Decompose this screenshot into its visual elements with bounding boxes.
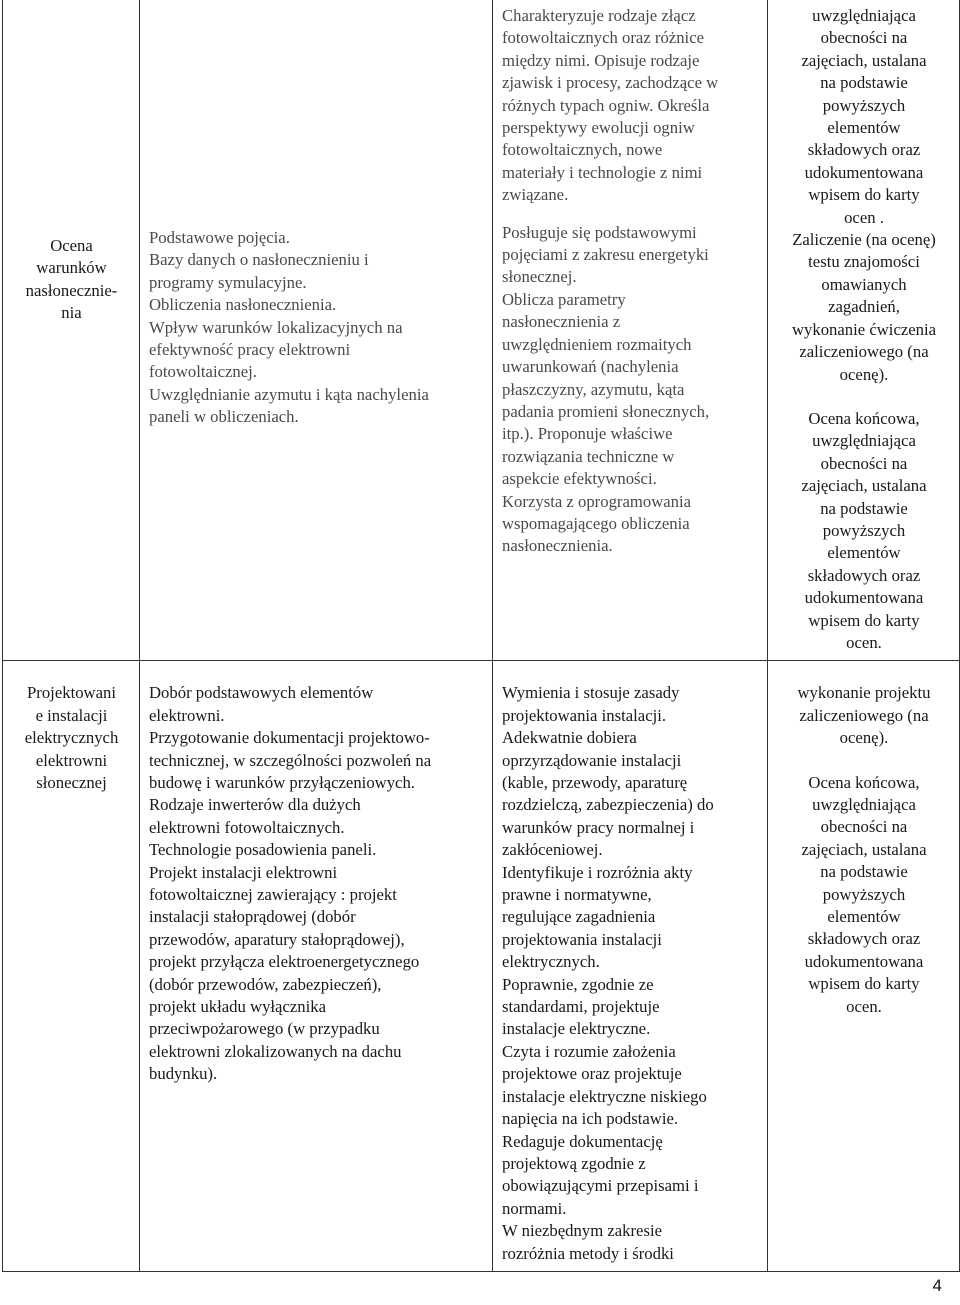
text-line: Adekwatnie dobiera bbox=[502, 728, 637, 748]
text-line: Bazy danych o nasłonecznieniu i bbox=[149, 250, 369, 270]
text-line: na podstawie bbox=[820, 73, 908, 93]
text-line: projekt układu wyłącznika bbox=[149, 997, 327, 1017]
text-line: zajęciach, ustalana bbox=[801, 50, 927, 70]
text-line: Wpływ warunków lokalizacyjnych na bbox=[149, 317, 403, 337]
text-line: udokumentowana bbox=[804, 588, 924, 608]
text-line: materiały i technologie z nimi bbox=[502, 162, 703, 182]
unit-name bbox=[12, 235, 131, 325]
outcomes-continued-text bbox=[502, 5, 759, 207]
text-line: składowych oraz bbox=[807, 140, 921, 160]
text-line: przewodów, aparatury stałoprądowej), bbox=[149, 929, 405, 949]
text-line: nasłonecznie- bbox=[25, 280, 118, 300]
text-line: projektowania instalacji bbox=[502, 929, 662, 949]
assessment-cell bbox=[768, 661, 960, 1272]
text-line: fotowoltaicznej. bbox=[149, 362, 257, 382]
text-line: elektrowni bbox=[35, 750, 108, 770]
text-line: nasłonecznienia z bbox=[502, 312, 621, 332]
text-line: W niezbędnym zakresie bbox=[502, 1221, 663, 1241]
text-line: Projekt instalacji elektrowni bbox=[149, 862, 338, 882]
text-line: zjawisk i procesy, zachodzące w bbox=[502, 73, 719, 93]
unit-name bbox=[12, 682, 131, 794]
text-line: na podstawie bbox=[820, 862, 908, 882]
text-line: zaliczeniowego (na bbox=[799, 342, 929, 362]
text-line: wspomagającego obliczenia bbox=[502, 513, 690, 533]
text-line: instalacji stałoprądowej (dobór bbox=[149, 907, 356, 927]
text-line: między nimi. Opisuje rodzaje bbox=[502, 50, 700, 70]
text-line: budowę i warunków przyłączeniowych. bbox=[149, 773, 415, 792]
text-line: składowych oraz bbox=[807, 929, 921, 949]
syllabus-table bbox=[2, 0, 960, 1272]
text-line: technicznej, w szczególności pozwoleń na bbox=[149, 750, 432, 770]
text-line: elektrowni zlokalizowanych na dachu bbox=[149, 1041, 402, 1061]
text-line: testu znajomości bbox=[808, 252, 920, 272]
text-line: różnych typach ogniw. Określa bbox=[502, 95, 710, 115]
content-text bbox=[149, 227, 484, 429]
text-line: ocen. bbox=[846, 996, 882, 1016]
text-line: na podstawie bbox=[820, 498, 908, 518]
table-row-design bbox=[3, 661, 960, 1272]
text-line: Uwzględnianie azymutu i kąta nachylenia bbox=[149, 384, 429, 404]
text-line: perspektywy ewolucji ogniw bbox=[502, 118, 695, 138]
assessment-cell bbox=[768, 0, 960, 661]
text-line: wpisem do karty bbox=[808, 610, 920, 630]
content-cell bbox=[140, 0, 493, 661]
outcomes-text bbox=[502, 682, 759, 1265]
text-line: obecności na bbox=[820, 28, 908, 48]
text-line: elektrowni. bbox=[149, 705, 225, 725]
text-line: wykonanie ćwiczenia bbox=[791, 319, 937, 339]
text-line: Ocena końcowa, bbox=[808, 772, 920, 792]
text-line: uwzględnieniem rozmaitych bbox=[502, 334, 692, 354]
text-line: udokumentowana bbox=[804, 951, 924, 971]
text-line: Czyta i rozumie założenia bbox=[502, 1041, 676, 1061]
text-line: Przygotowanie dokumentacji projektowo- bbox=[149, 728, 430, 748]
text-line: standardami, projektuje bbox=[502, 997, 660, 1017]
text-line: warunków pracy normalnej i bbox=[502, 817, 695, 837]
text-line: itp.). Proponuje właściwe bbox=[502, 424, 673, 444]
text-line: programy symulacyjne. bbox=[149, 272, 307, 292]
text-line: instalacje elektryczne. bbox=[502, 1019, 651, 1039]
text-line: słonecznej. bbox=[502, 267, 577, 287]
text-line: padania promieni słonecznych, bbox=[502, 401, 710, 421]
text-line: nia bbox=[61, 303, 82, 323]
text-line: elektrycznych. bbox=[502, 952, 600, 972]
text-line: obowiązującymi przepisami i bbox=[502, 1176, 699, 1196]
text-line: ocenę). bbox=[839, 728, 889, 748]
text-line: Podstawowe pojęcia. bbox=[149, 228, 290, 247]
text-line: projekt przyłącza elektroenergetycznego bbox=[149, 952, 420, 972]
text-line: rozdzielczą, zabezpieczenia) do bbox=[502, 795, 714, 815]
text-line: ocen. bbox=[846, 632, 882, 652]
text-line: zagadnień, bbox=[828, 297, 900, 317]
assessment-criteria bbox=[777, 229, 951, 386]
text-line: instalacje elektryczne niskiego bbox=[502, 1086, 707, 1106]
text-line: projektową zgodnie z bbox=[502, 1153, 646, 1173]
text-line: nasłonecznienia. bbox=[502, 536, 613, 556]
unit-name-cell bbox=[3, 0, 140, 661]
text-line: słonecznej bbox=[36, 773, 107, 792]
text-line: (kable, przewody, aparaturę bbox=[502, 773, 688, 792]
text-line: rozwiązania techniczne w bbox=[502, 446, 675, 466]
page-number: 4 bbox=[932, 1276, 942, 1295]
assessment-criteria bbox=[777, 682, 951, 749]
table-row-insolation bbox=[3, 0, 960, 661]
text-line: udokumentowana bbox=[804, 162, 924, 182]
text-line: zajęciach, ustalana bbox=[801, 476, 927, 496]
text-line: warunków bbox=[36, 258, 107, 278]
unit-name-cell bbox=[3, 661, 140, 1272]
text-line: fotowoltaicznych, nowe bbox=[502, 140, 663, 160]
content-cell bbox=[140, 661, 493, 1272]
text-line: projektowe oraz projektuje bbox=[502, 1064, 682, 1084]
text-line: normami. bbox=[502, 1198, 567, 1218]
text-line: omawianych bbox=[821, 274, 907, 294]
text-line: Obliczenia nasłonecznienia. bbox=[149, 295, 337, 315]
text-line: składowych oraz bbox=[807, 565, 921, 585]
text-line: pojęciami z zakresu energetyki bbox=[502, 245, 709, 265]
text-line: rozróżnia metody i środki bbox=[502, 1243, 674, 1263]
text-line: elektrycznych bbox=[24, 728, 119, 748]
text-line: fotowoltaicznych oraz różnice bbox=[502, 28, 705, 48]
text-line: zajęciach, ustalana bbox=[801, 839, 927, 859]
text-line: związane. bbox=[502, 185, 569, 205]
text-line: powyższych bbox=[822, 95, 906, 115]
text-line: e instalacji bbox=[35, 705, 108, 725]
text-line: ocen . bbox=[844, 207, 884, 227]
text-line: przeciwpożarowego (w przypadku bbox=[149, 1019, 380, 1039]
text-line: obecności na bbox=[820, 453, 908, 473]
text-line: zaliczeniowego (na bbox=[799, 705, 929, 725]
text-line: (dobór przewodów, zabezpieczeń), bbox=[149, 974, 382, 994]
text-line: Zaliczenie (na ocenę) bbox=[792, 230, 936, 250]
final-grade-text bbox=[777, 772, 951, 1018]
text-line: elementów bbox=[827, 907, 901, 927]
text-line: Dobór podstawowych elementów bbox=[149, 683, 374, 703]
text-line: obecności na bbox=[820, 817, 908, 837]
text-line: płaszczyzny, azymutu, kąta bbox=[502, 379, 685, 399]
text-line: Ocena bbox=[50, 236, 93, 255]
text-line: Posługuje się podstawowymi bbox=[502, 222, 697, 242]
text-line: Ocena końcowa, bbox=[808, 408, 920, 428]
learning-outcomes-cell bbox=[493, 661, 768, 1272]
text-line: budynku). bbox=[149, 1064, 218, 1084]
text-line: aspekcie efektywności. bbox=[502, 469, 657, 489]
text-line: Technologie posadowienia paneli. bbox=[149, 840, 377, 860]
text-line: zakłóceniowej. bbox=[502, 840, 603, 860]
text-line: Korzysta z oprogramowania bbox=[502, 491, 692, 511]
text-line: uwzględniająca bbox=[812, 431, 916, 451]
final-grade-text bbox=[777, 408, 951, 654]
text-line: wpisem do karty bbox=[808, 185, 920, 205]
text-line: wykonanie projektu bbox=[797, 683, 931, 703]
text-line: napięcia na ich podstawie. bbox=[502, 1109, 679, 1129]
text-line: Rodzaje inwerterów dla dużych bbox=[149, 795, 361, 815]
text-line: uwarunkowań (nachylenia bbox=[502, 357, 679, 377]
text-line: elementów bbox=[827, 543, 901, 563]
text-line: Redaguje dokumentację bbox=[502, 1131, 663, 1151]
text-line: elementów bbox=[827, 118, 901, 138]
text-line: paneli w obliczeniach. bbox=[149, 407, 299, 427]
text-line: regulujące zagadnienia bbox=[502, 907, 656, 927]
text-line: fotowoltaicznej zawierający : projekt bbox=[149, 885, 397, 905]
text-line: powyższych bbox=[822, 884, 906, 904]
text-line: ocenę). bbox=[839, 364, 889, 384]
assessment-continued-text bbox=[777, 5, 951, 229]
text-line: elektrowni fotowoltaicznych. bbox=[149, 817, 345, 837]
text-line: Projektowani bbox=[27, 683, 116, 703]
outcomes-text bbox=[502, 222, 759, 558]
text-line: uwzględniająca bbox=[812, 6, 916, 25]
text-line: Oblicza parametry bbox=[502, 289, 626, 309]
content-text bbox=[149, 682, 484, 1085]
text-line: Charakteryzuje rodzaje złącz bbox=[502, 6, 696, 25]
text-line: efektywność pracy elektrowni bbox=[149, 340, 351, 360]
learning-outcomes-cell bbox=[493, 0, 768, 661]
text-line: projektowania instalacji. bbox=[502, 705, 667, 725]
text-line: powyższych bbox=[822, 520, 906, 540]
text-line: prawne i normatywne, bbox=[502, 885, 652, 905]
text-line: uwzględniająca bbox=[812, 795, 916, 814]
text-line: Identyfikuje i rozróżnia akty bbox=[502, 862, 693, 882]
text-line: Poprawnie, zgodnie ze bbox=[502, 974, 654, 994]
text-line: wpisem do karty bbox=[808, 974, 920, 994]
text-line: oprzyrządowanie instalacji bbox=[502, 750, 682, 770]
text-line: Wymienia i stosuje zasady bbox=[502, 683, 680, 703]
